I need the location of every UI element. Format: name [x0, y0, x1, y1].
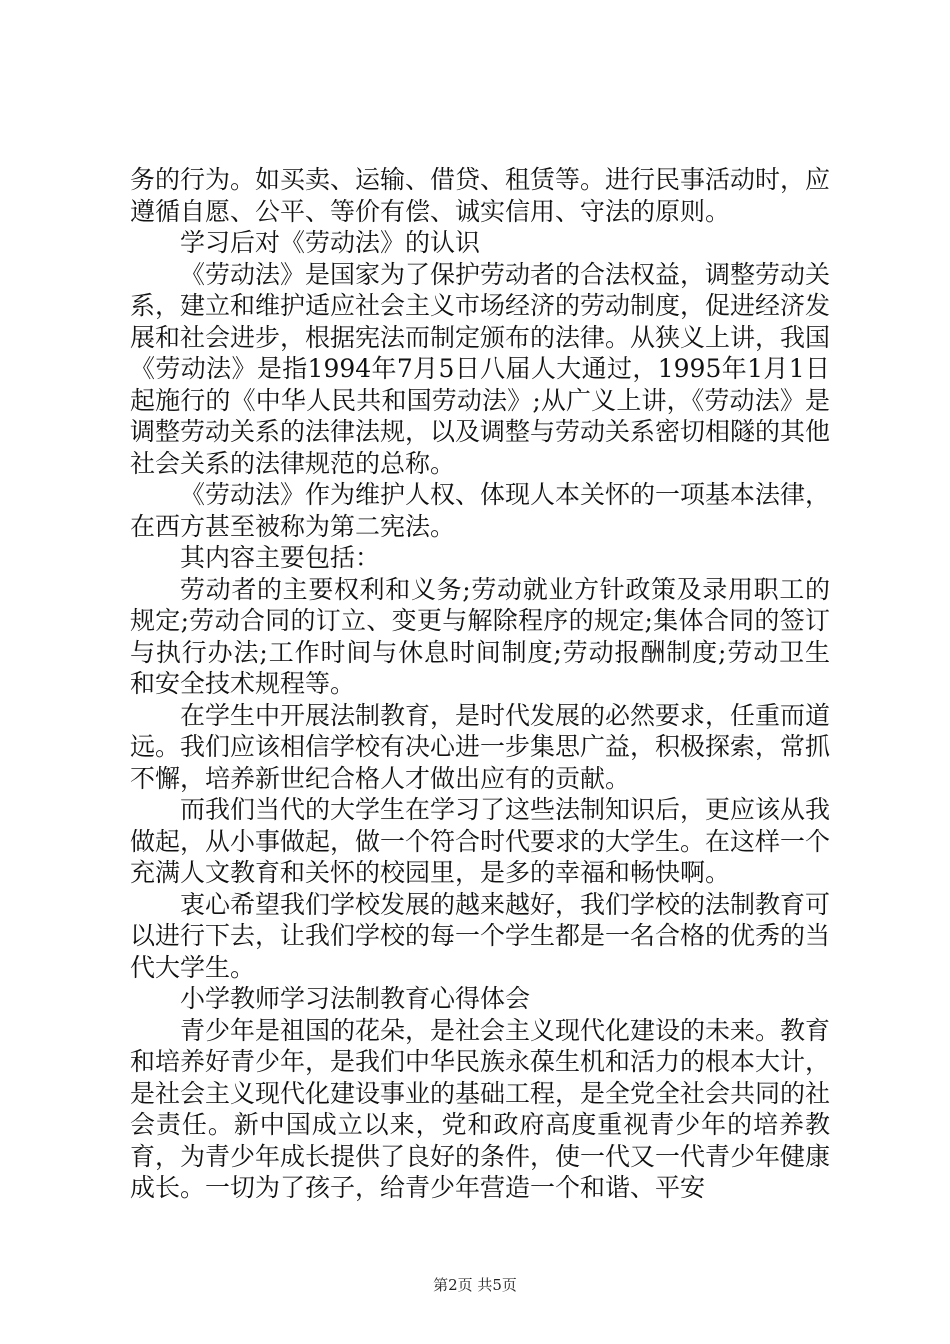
paragraph-content-list: 劳动者的主要权利和义务;劳动就业方针政策及录用职工的规定;劳动合同的订立、变更与解除程序的规定;集体合同的签订与执行办法;工作时间与休息时间制度;劳动报酬制度;劳动卫生和安全技术规程等。 [130, 574, 830, 698]
paragraph-content-intro: 其内容主要包括： [180, 543, 381, 572]
document-body [130, 164, 830, 1204]
paragraph-continuation: 务的行为。如买卖、运输、借贷、租赁等。进行民事活动时，应遵循自愿、公平、等价有偿、诚实信用、守法的原则。 [130, 165, 831, 226]
section-heading-labor-law: 学习后对《劳动法》的认识 [180, 228, 481, 257]
section-heading-teacher: 小学教师学习法制教育心得体会 [180, 984, 531, 1013]
paragraph-college-students: 而我们当代的大学生在学习了这些法制知识后，更应该从我做起，从小事做起，做一个符合时代要求的大学生。在这样一个充满人文教育和关怀的校园里，是多的幸福和畅快啊。 [130, 795, 831, 887]
paragraph-youth: 青少年是祖国的花朵，是社会主义现代化建设的未来。教育和培养好青少年，是我们中华民族永葆生机和活力的根本大计，是社会主义现代化建设事业的基础工程，是全党全社会共同的社会责任。新中国成立以来，党和政府高度重视青少年的培养教育，为青少年成长提供了良好的条件，使一代又一代青少年健康成长。一切为了孩子，给青少年营造一个和谐、平安 [130, 1015, 831, 1202]
paragraph-labor-law-definition: 《劳动法》是国家为了保护劳动者的合法权益，调整劳动关系，建立和维护适应社会主义市场经济的劳动制度，促进经济发展和社会进步，根据宪法而制定颁布的法律。从狭义上讲，我国《劳动法》是指1994年7月5日八届人大通过，1995年1月1日起施行的《中华人民共和国劳动法》;从广义上讲，《劳动法》是调整劳动关系的法律法规，以及调整与劳动关系密切相隧的其他社会关系的法律规范的总称。 [130, 259, 831, 478]
paragraph-legal-education: 在学生中开展法制教育，是时代发展的必然要求，任重而道远。我们应该相信学校有决心进一步集思广益，积极探索，常抓不懈，培养新世纪合格人才做出应有的贡献。 [130, 700, 831, 793]
page-number-footer: 第2页 共5页 [433, 1276, 517, 1294]
paragraph-wish: 衷心希望我们学校发展的越来越好，我们学校的法制教育可以进行下去，让我们学校的每一个学生都是一名合格的优秀的当代大学生。 [130, 889, 831, 982]
paragraph-labor-law-significance: 《劳动法》作为维护人权、体现人本关怀的一项基本法律，在西方甚至被称为第二宪法。 [130, 480, 831, 541]
